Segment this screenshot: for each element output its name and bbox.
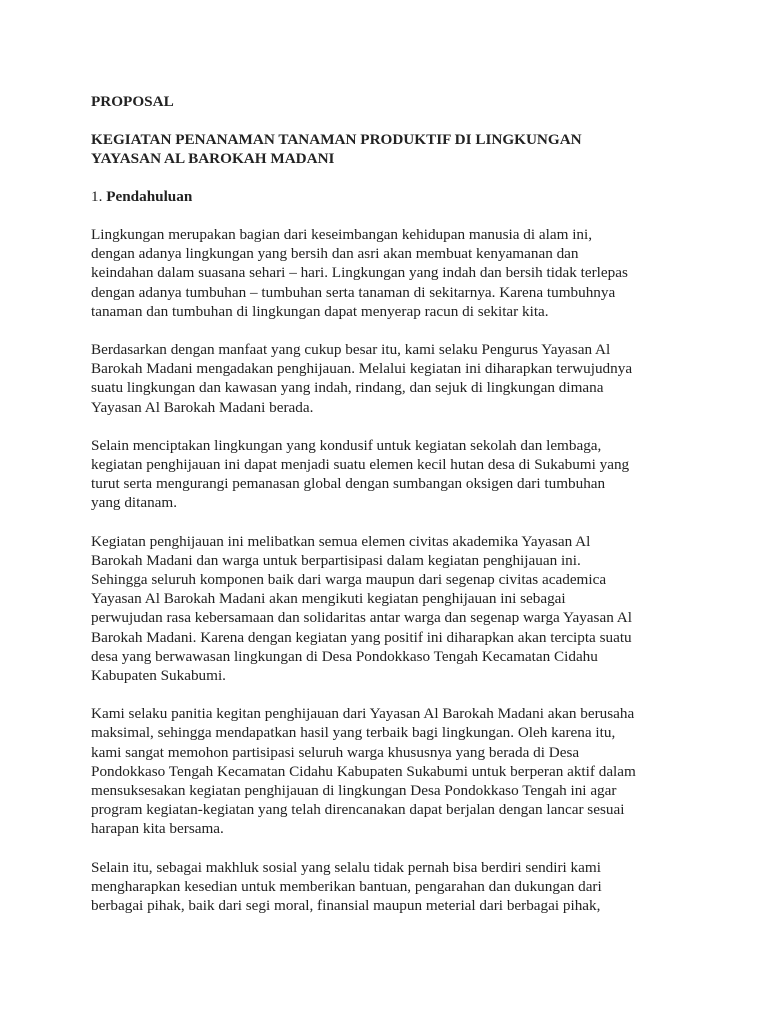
paragraph-line: desa yang berwawasan lingkungan di Desa Pondokkaso Tengah Kecamatan Cidahu [91,647,598,665]
paragraph [91,532,711,686]
paragraph-line: turut serta mengurangi pemanasan global dengan sumbangan oksigen dari tumbuhan [91,475,606,493]
paragraph-line: kami sangat memohon partisipasi seluruh warga khususnya yang berada di Desa [91,743,580,761]
paragraph-line: Yayasan Al Barokah Madani berada. [91,398,314,416]
paragraph-line: Selain itu, sebagai makhluk sosial yang selalu tidak pernah bisa berdiri sendiri kami [91,858,601,876]
section-heading [91,187,711,206]
paragraph-line: Sehingga seluruh komponen baik dari warga maupun dari segenap civitas academica [91,571,607,589]
section-title: Pendahuluan [106,188,193,205]
subtitle-line: KEGIATAN PENANAMAN TANAMAN PRODUKTIF DI LINGKUNGAN [91,131,582,148]
paragraph-line: tanaman dan tumbuhan di lingkungan dapat menyerap racun di sekitar kita. [91,302,549,320]
paragraph-line: yang ditanam. [91,494,178,512]
paragraph-line: Kegiatan penghijauan ini melibatkan semua elemen civitas akademika Yayasan Al [91,532,591,550]
paragraph-line: mensuksesakan kegiatan penghijauan di lingkungan Desa Pondokkaso Tengah ini agar [91,782,617,800]
paragraph-line: maksimal, sehingga mendapatkan hasil yang terbaik bagi lingkungan. Oleh karena itu, [91,724,616,742]
paragraph-line: Kabupaten Sukabumi. [91,667,226,685]
paragraph-line: kegiatan penghijauan ini dapat menjadi suatu elemen kecil hutan desa di Sukabumi yang [91,456,630,474]
section-number: 1. [91,188,103,205]
paragraph-line: mengharapkan kesedian untuk memberikan bantuan, pengarahan dan dukungan dari [91,877,602,895]
paragraph [91,704,711,838]
paragraph [91,225,711,321]
paragraph-line: Barokah Madani dan warga untuk berpartisipasi dalam kegiatan penghijauan ini. [91,551,581,569]
subtitle-line: YAYASAN AL BAROKAH MADANI [91,150,335,167]
paragraph-line: program kegiatan-kegiatan yang telah direncanakan dapat berjalan dengan lancar sesuai [91,801,625,819]
paragraph [91,858,711,916]
paragraph-line: dengan adanya lingkungan yang bersih dan asri akan membuat kenyamanan dan [91,245,579,263]
paragraph-line: Lingkungan merupakan bagian dari keseimbangan kehidupan manusia di alam ini, [91,226,593,243]
paragraph-line: Selain menciptakan lingkungan yang kondusif untuk kegiatan sekolah dan lembaga, [91,436,602,454]
document-title: PROPOSAL [91,93,174,110]
paragraph-line: perwujudan rasa kebersamaan dan solidaritas antar warga dan segenap warga Yayasan Al [91,609,632,627]
paragraph-line: Barokah Madani mengadakan penghijauan. Melalui kegiatan ini diharapkan terwujudnya [91,360,633,378]
document-page [91,92,711,915]
paragraph-line: berbagai pihak, baik dari segi moral, finansial maupun meterial dari berbagai pihak, [91,897,601,915]
paragraph-line: Pondokkaso Tengah Kecamatan Cidahu Kabupaten Sukabumi untuk berperan aktif dalam [91,762,636,780]
document-subtitle [91,130,711,168]
paragraph-line: Kami selaku panitia kegitan penghijauan dari Yayasan Al Barokah Madani akan berusaha [91,705,635,723]
paragraph [91,340,711,417]
paragraph-line: dengan adanya tumbuhan – tumbuhan serta tanaman di sekitarnya. Karena tumbuhnya [91,283,616,301]
paragraph-line: keindahan dalam suasana sehari – hari. Lingkungan yang indah dan bersih tidak terlepas [91,264,628,282]
paragraph-line: suatu lingkungan dan kawasan yang indah, rindang, dan sejuk di lingkungan dimana [91,379,604,397]
paragraph-line: Berdasarkan dengan manfaat yang cukup besar itu, kami selaku Pengurus Yayasan Al [91,341,611,359]
paragraph-line: Yayasan Al Barokah Madani akan mengikuti kegiatan penghijauan ini sebagai [91,590,566,608]
paragraph [91,436,711,513]
paragraph-line: Barokah Madani. Karena dengan kegiatan yang positif ini diharapkan akan tercipta suatu [91,628,632,646]
paragraph-line: harapan kita bersama. [91,820,224,838]
